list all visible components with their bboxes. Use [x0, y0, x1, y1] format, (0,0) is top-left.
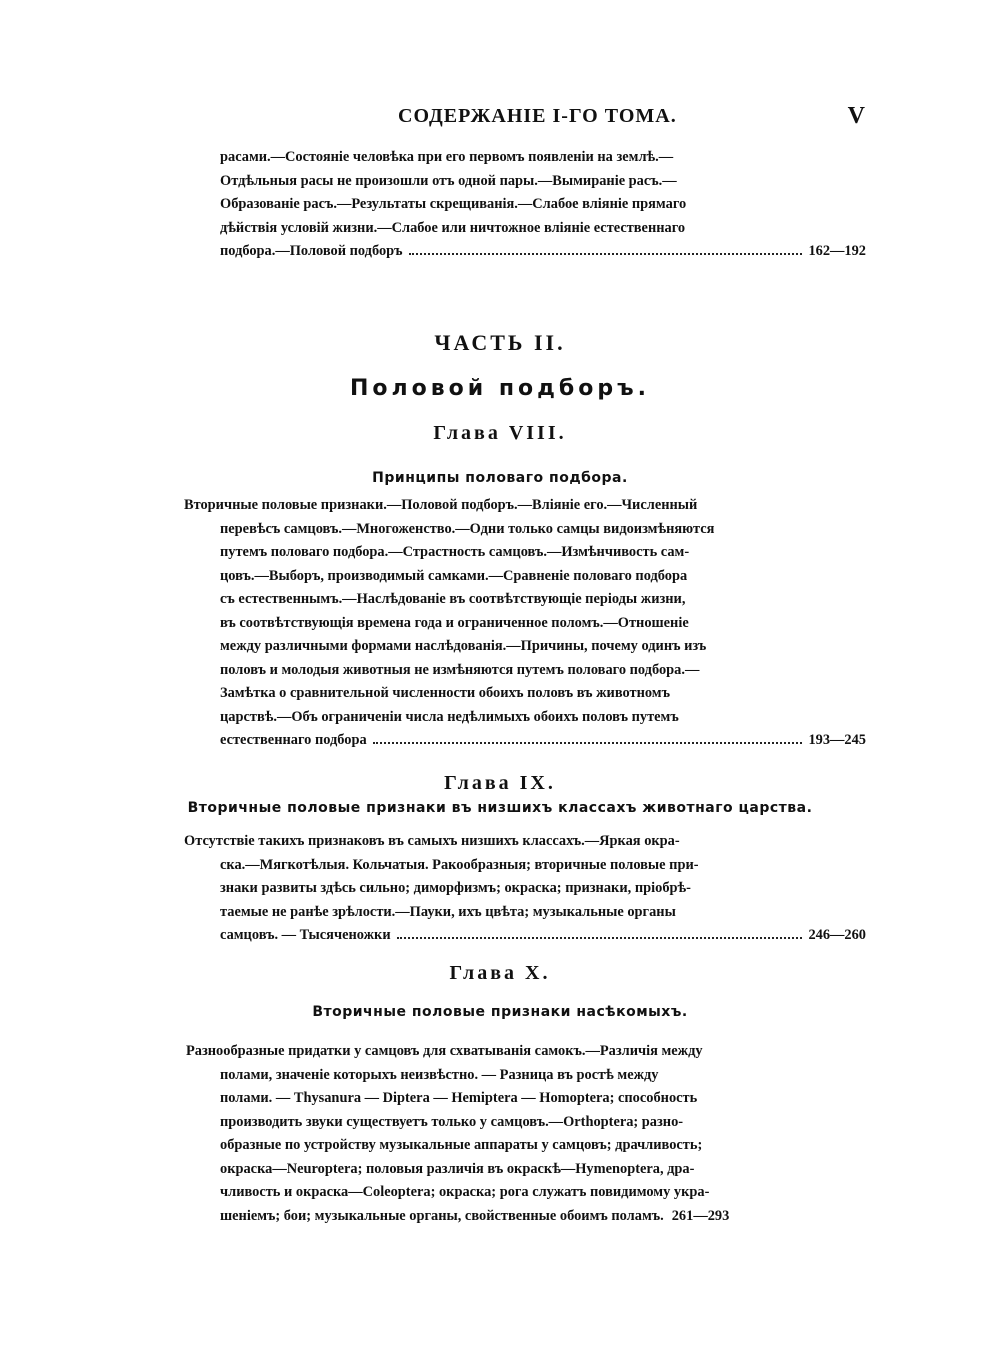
text-line-end: естественнаго подбора — [220, 732, 367, 748]
text-line: Образованіе расъ.—Результаты скрещиванія.—Слабое вліяніе прямаго — [220, 196, 687, 212]
text-line-end: самцовъ. — Тысяченожки — [220, 927, 391, 943]
text-line: образные по устройству музыкальные аппараты у самцовъ; драчливость; — [220, 1137, 703, 1153]
text-line-with-pages — [220, 240, 866, 264]
chapter-heading: Глава IX. — [444, 772, 556, 794]
text-line: съ естественнымъ.—Наслѣдованіе въ соотвѣтствующіе періоды жизни, — [220, 591, 686, 607]
chapter-summary — [184, 494, 866, 753]
page-range: 261—293 — [671, 1207, 730, 1224]
chapter-summary — [184, 830, 866, 948]
text-line: Разнообразные придатки у самцовъ для схватыванія самокъ.—Различія между — [186, 1043, 703, 1059]
chapter-subtitle: Принципы половаго подбора. — [372, 470, 628, 486]
text-line-with-pages — [186, 1205, 866, 1229]
chapter-heading: Глава VIII. — [433, 422, 567, 444]
text-line: производить звуки существуетъ только у самцовъ.—Orthoptera; разно- — [220, 1113, 684, 1130]
text-line-end: шеніемъ; бои; музыкальные органы, свойственные обоимъ поламъ. — [220, 1207, 664, 1224]
text-line-end: подбора.—Половой подборъ — [220, 243, 403, 259]
text-line: половъ и молодыя животныя не измѣняются путемъ половаго подбора.— — [220, 661, 700, 678]
text-line: таемые не ранѣе зрѣлости.—Пауки, ихъ цвѣта; музыкальные органы — [220, 903, 676, 920]
text-line: полами. — Thysanura — Diptera — Hemiptera — Homoptera; способность — [220, 1090, 698, 1106]
text-line: Отдѣльныя расы не произошли отъ одной пары.—Вымираніе расъ.— — [220, 172, 677, 189]
page-range: 162—192 — [808, 243, 866, 259]
intro-paragraph — [220, 146, 866, 264]
text-line: дѣйствія условій жизни.—Слабое или ничтожное вліяніе естественнаго — [220, 219, 686, 236]
text-line-with-pages — [184, 729, 866, 753]
dot-leader — [409, 253, 803, 255]
text-line: окраска—Neuroptera; половыя различія въ окраскѣ—Hymenoptera, дра- — [220, 1160, 695, 1177]
text-line-with-pages — [184, 924, 866, 948]
page-range: 193—245 — [808, 732, 866, 748]
page-range: 246—260 — [808, 927, 866, 943]
chapter-subtitle: Вторичные половые признаки насѣкомыхъ. — [312, 1004, 688, 1020]
text-line: Отсутствіе такихъ признаковъ въ самыхъ низшихъ классахъ.—Яркая окра- — [184, 833, 680, 849]
chapter-summary — [186, 1040, 866, 1228]
part-title: Половой подборъ. — [349, 376, 651, 401]
text-line: между различными формами наслѣдованія.—Причины, почему одинъ изъ — [220, 638, 707, 654]
text-line: расами.—Состояніе человѣка при его первомъ появленіи на землѣ.— — [220, 149, 674, 165]
text-line: перевѣсъ самцовъ.—Многоженство.—Одни только самцы видоизмѣняются — [220, 520, 715, 537]
text-line: цовъ.—Выборъ, производимый самками.—Сравненіе половаго подбора — [220, 567, 688, 584]
text-line: Замѣтка о сравнительной численности обоихъ половъ въ животномъ — [220, 685, 671, 701]
text-line: путемъ половаго подбора.—Страстность самцовъ.—Измѣнчивость сам- — [220, 544, 690, 560]
text-line: полами, значеніе которыхъ неизвѣстно. — Разница въ ростѣ между — [220, 1066, 659, 1083]
running-header — [220, 103, 865, 137]
dot-leader — [373, 742, 803, 744]
text-line: знаки развиты здѣсь сильно; диморфизмъ; окраска; признаки, пріобрѣ- — [220, 880, 691, 896]
chapter-heading: Глава X. — [449, 962, 551, 984]
text-line: чливость и окраска—Coleoptera; окраска; рога служатъ повидимому укра- — [220, 1184, 710, 1200]
text-line: ска.—Мягкотѣлыя. Кольчатыя. Ракообразныя; вторичные половые при- — [220, 856, 699, 873]
chapter-subtitle: Вторичные половые признаки въ низшихъ классахъ животнаго царства. — [187, 800, 813, 816]
text-line: въ соотвѣтствующія времена года и ограниченное поломъ.—Отношеніе — [220, 614, 689, 631]
text-line: царствѣ.—Объ ограниченіи числа недѣлимыхъ обоихъ половъ путемъ — [220, 708, 679, 725]
dot-leader — [397, 937, 803, 939]
header-title: СОДЕРЖАНІЕ I-ГО ТОМА. — [398, 105, 677, 127]
part-heading: ЧАСТЬ II. — [434, 330, 566, 355]
page-number: V — [847, 103, 865, 129]
text-line: Вторичные половые признаки.—Половой подборъ.—Вліяніе его.—Численный — [184, 497, 698, 513]
